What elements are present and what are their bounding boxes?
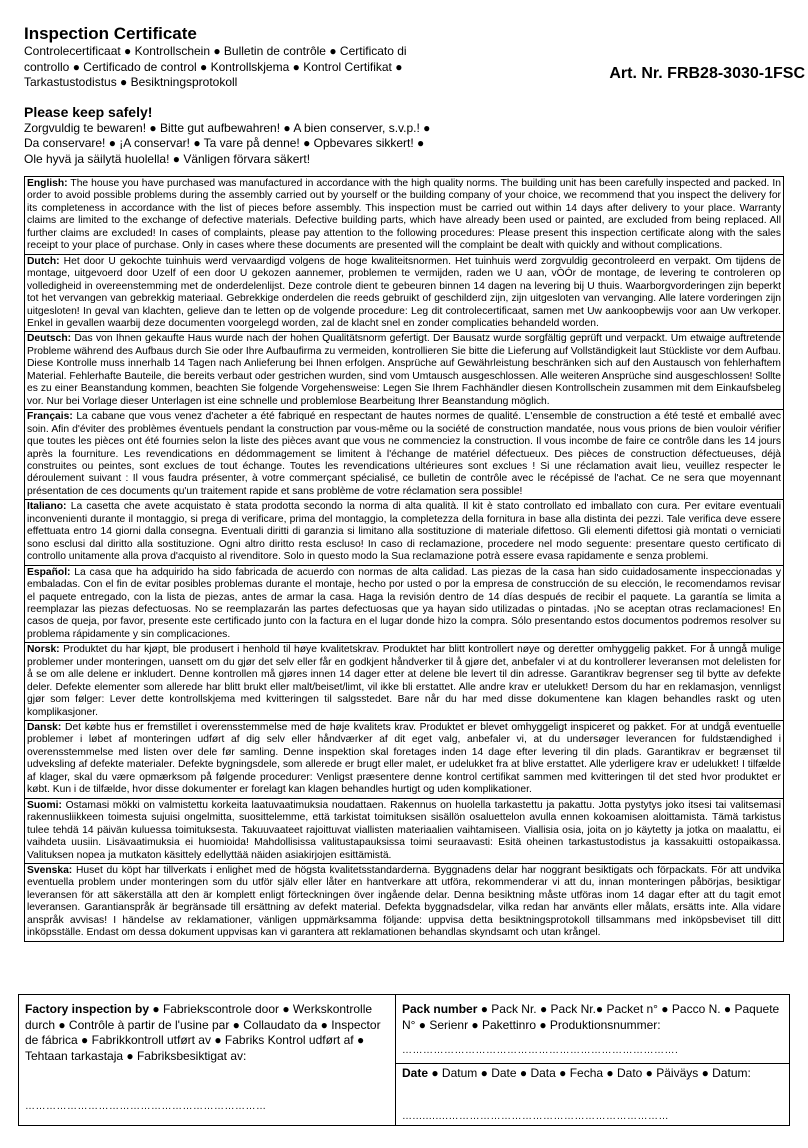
section-francais: [25, 410, 783, 500]
date-box: [396, 1063, 789, 1122]
language-sections: [24, 176, 784, 942]
pack-number-text: [396, 995, 789, 1033]
section-text: La casa que ha adquirido ha sido fabricada de acuerdo con normas de alta calidad. Las piezas de la casa han sido cuidadosamente inspeccionadas y embaladas. Con el fin de evitar posibles problemas durante el montaje, hecho por usted o por la empresa de construcción de su elección, le recomendamos revisar el paquete entregado, con la lista de piezas, antes de armar la casa. Haga la revisión dentro de 14 días después de recibir el paquete. La garantía se limita a reemplazar las piezas defectuosas. No se reemplazarán las partes defectuosas que ya hayan sido utilizadas o pintadas. ¡No se aceptan otras reclamaciones! En casos de queja, por favor, presente este certificado junto con la factura en el lugar donde hizo la compra. Sólo presentando estos documentos podremos resolver su problema rápidamente y sin complicaciones.: [27, 566, 781, 640]
section-text: Huset du köpt har tillverkats i enlighet med de högsta kvalitetsstandarderna. Byggnadens delar har noggrant besiktigats och förpackats. För att undvika eventuella problem under monteringen som du utför själv eller låter en hantverkare att utföra, rekommenderar vi att du, innan monteringen påbörjas, besiktigar leveransen för att säkerställa att den är komplett enligt förteckningen över ingående delar. Denna besiktning måste utföras inom 14 dagar efter att du tagit emot leveransen. Garantianspråk är begränsade till ersättning av defekt material. Defekta byggnadsdelar, vilka redan har använts eller målats, ersätts inte. Alla vidare anspråk avvisas! I händelse av reklamationer, vänligen uppmärksamma följande: uppvisa detta besiktningsprotokoll tillsammans med inköpsbeviset till ditt inköpsställe. Endast om dessa dokument uppvisas kan vi garantera att reklamationen behandlas skyndsamt och utan krångel.: [27, 865, 781, 939]
section-text: The house you have purchased was manufactured in accordance with the high quality norms. The building unit has been carefully inspected and packed. In order to avoid possible problems during the assembly carried out by yourself or the building company of your choice, we recommend that you inspect the delivery for its completeness in accordance with the list of pieces before assembly. This inspection must be carried out within 14 days after delivery to your place. Warranty claims are limited to the exchange of defective materials. Defective building parts, which have already been used or painted, are excluded from being replaced. All further claims are excluded! In cases of complaints, please pay attention to the following procedures: Please present this inspection certificate along with the sales receipt to your place of purchase. Only in cases where these documents are presented will the complaint be dealt with quickly and without complications.: [27, 178, 781, 252]
section-lang-label: Français:: [27, 411, 73, 423]
factory-inspection-translations: ● Fabriekscontrole door ● Werkskontrolle durch ● Contrôle à partir de l'usine par ● Collaudato da ● Inspector de fábrica ● Fabrikkontroll utført av ● Fabriks Kontrol udført af ● Tehtaan tarkastaja ● Fabriksbesiktigat av:: [25, 1002, 381, 1063]
section-norsk: [25, 643, 783, 721]
section-dutch: [25, 255, 783, 333]
factory-inspector-field[interactable]: ……………………………………………………………: [25, 1101, 267, 1112]
section-italiano: [25, 500, 783, 565]
section-text: Das von Ihnen gekaufte Haus wurde nach der hohen Qualitätsnorm gefertigt. Der Bausatz wurde sorgfältig geprüft und verpackt. Um etwaige auftretende Probleme während des Aufbaus durch Sie oder Ihre Aufbaufirma zu vermeiden, kontrollieren Sie bitte die Lieferung auf Vollständigkeit laut Stückliste vor dem Aufbau. Diese Kontrolle muss innerhalb 14 Tagen nach Anlieferung bei Ihnen erfolgen. Ansprüche auf Gewährleistung beschränken sich auf den Austausch von fehlerhaftem Material. Fehlerhafte Bauteile, die bereits verbaut oder gestrichen wurden, sind vom Umtausch ausgeschlossen. Alle weiteren Ansprüche sind ausgeschlossen! Sollte es zu einer Beanstandung kommen, beachten Sie folgende Vorgehensweise: Legen Sie Ihrem Fachhändler diesen Kontrollschein zusammen mit dem Einkaufsbeleg vor. Nur bei Vorlage dieser Unterlagen ist eine schnelle und problemlose Bearbeitung Ihrer Beanstandung möglich.: [27, 333, 781, 407]
factory-inspection-text: [19, 995, 395, 1064]
section-dansk: [25, 721, 783, 799]
section-text: La casetta che avete acquistato è stata prodotta secondo la norma di alta qualità. Il kit è stato controllato ed imballato con cura. Per evitare eventuali inconvenienti durante il montaggio, si prega di verificare, prima del montaggio, la completezza della fornitura in base alla distinta dei pezzi. Tale verifica deve essere effettuata entro 14 giorni dalla consegna. Eventuali diritti di garanzia si limitano alla sostituzione di materiale difettoso. Gli elementi difettosi già montati o verniciati sono esclusi dal diritto alla sostituzione. Ogni altro diritto resta escluso! In caso di reclamazione, procedere nel modo seguente: presentare questo certificato di controllo unitamente alla prova d'acquisto al rivenditore. Solo in questo modo la Sua reclamazione potrà essere evasa rapidamente e senza problemi.: [27, 501, 781, 563]
section-lang-label: Español:: [27, 566, 71, 578]
pack-number-label: Pack number: [402, 1002, 478, 1016]
section-lang-label: English:: [27, 178, 68, 189]
title-translations: Controlecertificaat ● Kontrollschein ● Bulletin de contrôle ● Certificato di controllo ● Certificado de control ● Kontrollskjema ● Kontrol Certifikat ● Tarkastustodistus ● Besiktningsprotokoll: [24, 44, 407, 89]
section-english: [25, 177, 783, 255]
date-text: [396, 1064, 789, 1082]
date-translations: ● Datum ● Date ● Data ● Fecha ● Dato ● Päiväys ● Datum:: [428, 1066, 751, 1080]
section-lang-label: Dutch:: [27, 255, 60, 267]
section-lang-label: Dansk:: [27, 722, 62, 734]
section-text: La cabane que vous venez d'acheter a été fabriqué en respectant de hautes normes de qualité. L'ensemble de construction a été testé et emballé avec soin. Afin d'éviter des problèmes éventuels pendant la construction par vous-même ou la société de construction mandatée, nous vous prions de bien vouloir vérifier que toutes les pièces ont été fournies selon la liste des pièces avant que vous ne commenciez la construction. Il vous incombe de faire ce contrôle dans les 14 jours après la fourniture. Les revendications en dédommagement se limitent à l'échange de matériel défectueux. Des pièces de construction défectueuses, déjà construites ou peintes, sont exclues de tout échange. Toutes les revendications ultérieures sont exclues ! Si une réclamation avait lieu, veuillez respecter le déroulement suivant : Il vous faudra présenter, à votre commerçant spécialisé, ce bulletin de contrôle avec le récépissé de l'achat. Ce ne sera que moyennant présentation de ces documents qu'un traitement rapide et sans problème de votre réclamation sera possible!: [27, 411, 781, 497]
article-number: Art. Nr. FRB28-3030-1FSC: [609, 65, 805, 82]
section-espanol: [25, 566, 783, 644]
section-suomi: [25, 799, 783, 864]
inspection-footer: [18, 994, 790, 1126]
date-field[interactable]: …...........………………………………………………………: [402, 1111, 670, 1122]
document-header: [24, 24, 784, 167]
section-deutsch: [25, 332, 783, 410]
section-text: Het door U gekochte tuinhuis werd vervaardigd volgens de hoge kwaliteitsnormen. Het tuinhuis werd zorgvuldig gecontroleerd en verpakt. Om tijdens de montage, uitgevoerd door Uzelf of een door U gekozen aannemer, problemen te vermijden, raden we U aan, vÒÓr de montage, de levering te controleren op volledigheid in overeenstemming met de onderdelenlijst. Deze controle dient te gebeuren binnen 14 dagen na levering bij U thuis. Waarborgvorderingen zijn beperkt tot het vervangen van gebrekkig materiaal. Gebrekkige onderdelen die reeds gebruikt of geschilderd zijn, zijn uitgesloten van vervanging. Alle latere vorderingen zijn uitgesloten! In geval van klachten, gelieve dan te letten op de volgende procedure: Leg dit controlecertificaat, samen met Uw aankoopbewijs voor aan Uw verkoper. Enkel in gevallen waarbij deze documenten voorgelegd worden, zal de klacht snel en zonder complicaties behandeld worden.: [27, 255, 781, 329]
section-lang-label: Norsk:: [27, 644, 60, 656]
pack-date-box: [396, 995, 789, 1125]
section-lang-label: Svenska:: [27, 865, 73, 877]
section-lang-label: Suomi:: [27, 799, 62, 811]
factory-inspection-box: [19, 995, 396, 1125]
section-lang-label: Deutsch:: [27, 333, 72, 345]
section-lang-label: Italiano:: [27, 501, 67, 513]
section-text: Produktet du har kjøpt, ble produsert i henhold til høye kvalitetskrav. Produktet har blitt kontrollert nøye og deretter omhyggelig pakket. For å unngå mulige problemer under monteringen, uansett om du gjør det selv eller får en godkjent håndverker til å gjøre det, anbefaler vi at du kontrollerer leveransen mot delelisten for å se om alle delene er inkludert. Denne kontrollen må gjøres innen 14 dager etter at delene ble levert til din adresse. Garantikrav begrenser seg til bytte av defekte deler. Defekte elementer som allerede har blitt brukt eller malt/beiset/limt, vil ikke bli erstattet. Alle andre krav er utelukket! Dersom du har en reklamasjon, vennligst gjør som følger: Lever dette kontrollskjema med kvitteringen til salgsstedet. Bare når du har med disse dokumentene kan klagen behandles raskt og uten komplikasjoner.: [27, 644, 781, 718]
pack-number-translations: ● Pack Nr. ● Pack Nr.● Packet n° ● Pacco N. ● Paquete N° ● Serienr ● Pakettinro ● Produktionsnummer:: [402, 1002, 780, 1032]
pack-number-field[interactable]: …………………………………………………………………….: [402, 1045, 679, 1056]
section-svenska: [25, 864, 783, 941]
date-label: Date: [402, 1066, 429, 1080]
keep-safely-translations: Zorgvuldig te bewaren! ● Bitte gut aufbewahren! ● A bien conserver, s.v.p.! ● Da conservare! ● ¡A conservar! ● Ta vare på denne! ● Opbevares sikkert! ● Ole hyvä ja säilytä huolella! ● Vänligen förvara säkert!: [24, 120, 431, 166]
keep-safely-heading: Please keep safely!: [24, 103, 153, 120]
page-title: Inspection Certificate: [24, 24, 197, 43]
section-text: Det købte hus er fremstillet i overensstemmelse med de høje kvalitets krav. Produktet er blevet omhyggeligt inspiceret og pakket. For at undgå eventuelle problemer i løbet af monteringen udført af dig selv eller håndværker af dit eget valg, anbefaler vi, at du undersøger leverancen for fuldstændighed i overensstemmelse med listen over dele før samling. Denne inspektion skal foretages inden 14 dage efter levering til din plads. Garantikrav er begrænset til udveksling af defekte materialer. Defekte bygningsdele, som allerede er brugt eller malet, er udelukket fra at blive erstattet. Alle yderligere krav er udelukket! I tilfælde af klager, skal du være opmærksom på følgende procedurer: Venligst præsentere denne kontrol certifikat sammen med kvitteringen til det sted hvor produktet er købt. Kun i de tilfælde, hvor disse dokumenter er forelagt kan klagen behandles hurtigt og uden komplikationer.: [27, 722, 781, 796]
section-text: Ostamasi mökki on valmistettu korkeita laatuvaatimuksia noudattaen. Rakennus on huolella tarkastettu ja pakattu. Jotta pystytys joko itsesi tai valitsemasi rakennusliikkeen toimesta sujuisi ongelmitta, suosittelemme, että tarkistat toimituksen sisällön osaluettelon avulla ennen kokoamisen aloittamista. Tämä tarkistus tulee tehdä 14 päivän kuluessa toimituksesta. Takuuvaateet rajoittuvat viallisten materiaalien vaihtamiseen. Viallisia osia, joita on jo käytetty ja jotka on maalattu, ei vaihdeta uusiin. Lisävaatimuksia ei huomioida! Mahdollisissa valitustapauksissa toimi seuraavasti: Esitä oheinen tarkastustodistus ja kassakuitti ostopaikassa. Valituksen nopea ja mutkaton käsittely edellyttää näiden asiakirjojen esittämistä.: [27, 799, 781, 861]
factory-inspection-label: Factory inspection by: [25, 1002, 150, 1016]
